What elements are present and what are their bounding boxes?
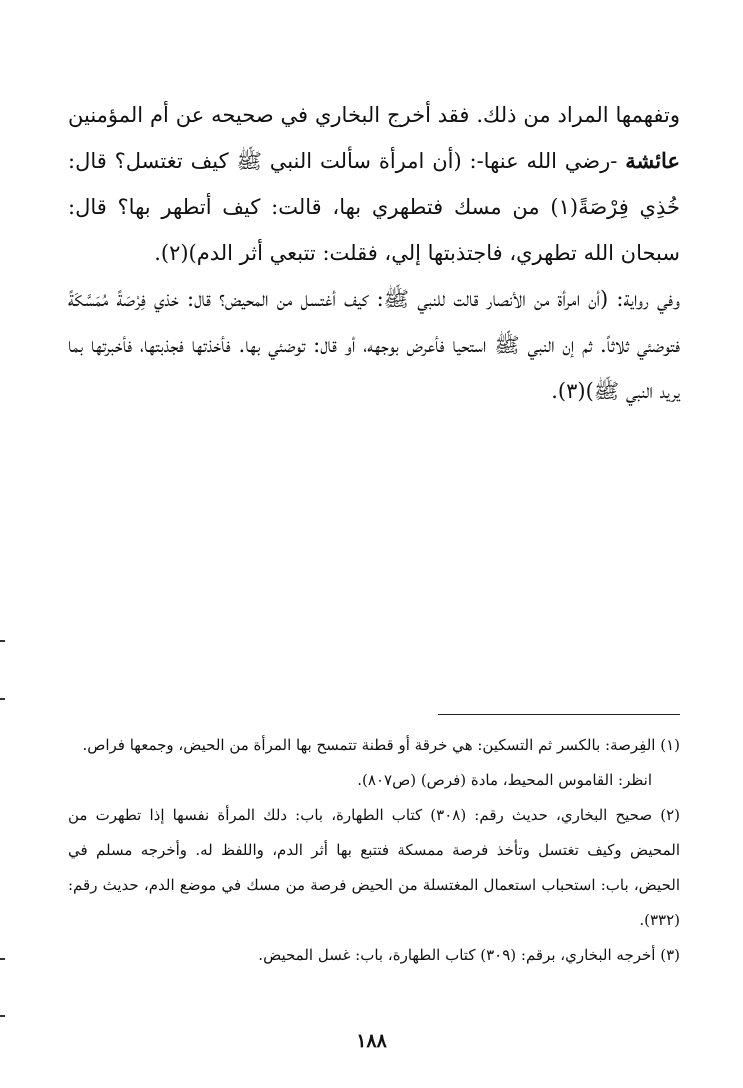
paragraph-1-after: -رضي الله عنها-: (أن امرأة سألت النبي ﷺ كيف تغتسل؟ قال: خُذِي فِرْصَةً(١) من مسك فتطهري بها، قالت: كيف أتطهر بها؟ قال: سبحان الله تطهري، فاجتذبتها إلي، فقلت: تتبعي أثر الدم)(٢). (68, 149, 681, 265)
paragraph-1 (68, 92, 680, 276)
footnotes (68, 728, 680, 973)
scan-edge-mark (0, 640, 5, 642)
footnote-separator (438, 714, 680, 715)
paragraph-2: وفي رواية: (أن امرأة من الأنصار قالت للنبي ﷺ: كيف أغتسل من المحيض؟ قال: خذي فِرْصَةً مُمَسَّكَةً فتوضئي ثلاثاً. ثم إن النبي ﷺ استحيا فأعرض بوجهه، أو قال: توضئي بها. فأخذتها فجذبتها، فأخبرتها بما يريد النبي ﷺ)(٣). (68, 287, 680, 403)
footnote-1-reference: انظر: القاموس المحيط، مادة (فرص) (ص٨٠٧). (357, 771, 652, 789)
name-aisha: عائشة (625, 148, 680, 173)
scan-edge-mark (0, 698, 5, 700)
footnote-2: (٢) صحيح البخاري، حديث رقم: (٣٠٨) كتاب الطهارة، باب: دلك المرأة نفسها إذا تطهرت من المحيض وكيف تغتسل وتأخذ فرصة ممسكة فتتبع بها أثر الدم، واللفظ له. وأخرجه مسلم في الحيض، باب: استحباب استعمال المغتسلة من الحيض فرصة من مسك في موضع الدم، حديث رقم: (٣٣٢). (68, 806, 680, 929)
footnote-1: (١) الفِرصة: بالكسر ثم التسكين: هي خرقة أو قطنة تتمسح بها المرأة من الحيض، وجمعها فراص. (82, 736, 680, 754)
paragraph-1-before: وتفهمها المراد من ذلك. فقد أخرج البخاري في صحيحه عن أم المؤمنين (68, 103, 680, 127)
scan-edge-mark (0, 1015, 5, 1017)
scan-edge-mark (0, 958, 5, 960)
main-text (68, 92, 680, 414)
page-number: ١٨٨ (356, 1030, 387, 1052)
footnote-3: (٣) أخرجه البخاري، برقم: (٣٠٩) كتاب الطهارة، باب: غسل المحيض. (258, 946, 680, 964)
